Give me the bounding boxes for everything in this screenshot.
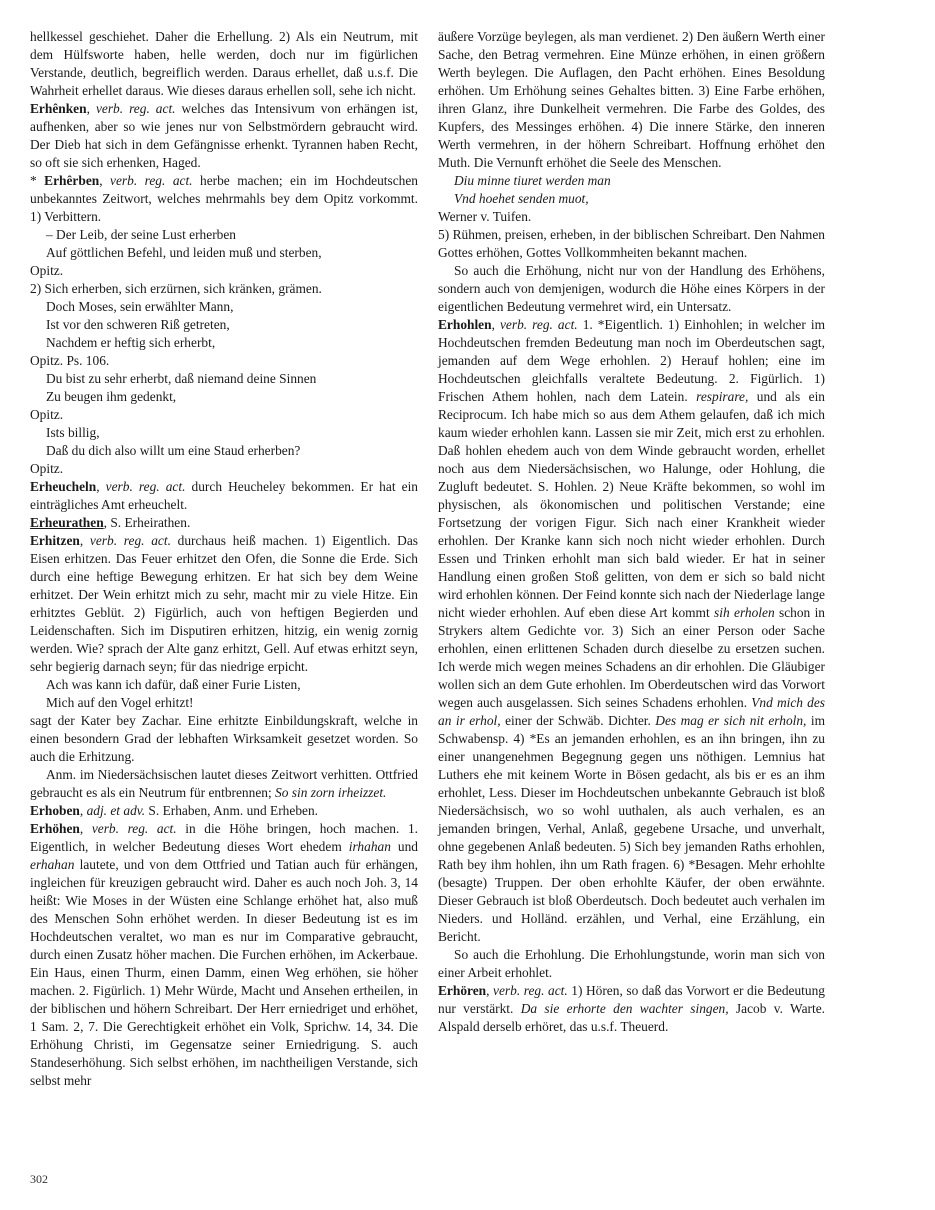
headword: Erhoben xyxy=(30,803,80,818)
page-number: 302 xyxy=(30,1172,48,1186)
verse-line: Ists billig, xyxy=(46,425,100,440)
headword: Erhohlen xyxy=(438,317,492,332)
grammar-label: verb. reg. act. xyxy=(105,479,186,494)
definition: einer der Schwäb. Dichter. xyxy=(500,713,656,728)
annotation-quote: So sin zorn irheizzet. xyxy=(275,785,387,800)
obsolete-marker: * xyxy=(30,173,45,188)
right-column xyxy=(438,28,825,1036)
latin-term: respirare, xyxy=(696,389,749,404)
verse-line: Ist vor den schweren Riß getreten, xyxy=(46,317,230,332)
verse-quote xyxy=(46,370,418,406)
definition: welches das Intensivum von erhängen ist, aufhenken, aber so wie jenes nur von Selbstmördern gebraucht wird. Der Dieb hat sich in dem Gefängnisse erhenkt. Tyrannen haben Recht, so oft sie sich erhenken, Haged. xyxy=(30,101,418,170)
verse-line: Ach was kann ich dafür, daß einer Furie Listen, xyxy=(46,677,301,692)
headword: Erheucheln xyxy=(30,479,97,494)
verse-quote xyxy=(46,298,418,352)
grammar-label: verb. reg. act. xyxy=(89,533,171,548)
left-column xyxy=(30,28,418,1090)
definition: durchaus heiß machen. 1) Eigentlich. Das Eisen erhitzen. Das Feuer erhitzet den Ofen, die Sonne die Erde. Sich durch eine heftige Bewegung erhitzen. Er hat sich bey dem Weine erhitzet. Der Wein erhitzt mich zu sehr, macht mir zu viele Hitze. Ein erhitztes Geblüt. 2) Figürlich, auch von heftigen Begierden und Leidenschaften. Sich im Disputiren erhitzen, hitzig, ein wenig zornig werden. Wie? sprach der Alte ganz erhitzt, Gell. Auf etwas erhitzt seyn, sehr begierig darnach seyn; für das niedrige erpicht. xyxy=(30,533,418,674)
sense-paragraph: 2) Sich erherben, sich erzürnen, sich kränken, grämen. xyxy=(30,281,322,296)
definition: Jacob v. Warte. Alspald derselb erhöret, das u.s.f. Theuerd. xyxy=(438,1001,825,1034)
definition: und xyxy=(390,839,418,854)
old-quote: Da sie erhorte den wachter singen, xyxy=(520,1001,729,1016)
verse-line: Du bist zu sehr erherbt, daß niemand deine Sinnen xyxy=(46,371,317,386)
definition: S. Erhaben, Anm. und Erheben. xyxy=(145,803,319,818)
derivative-paragraph: So auch die Erhöhung, nicht nur von der Handlung des Erhöhens, sondern auch von demjenigen, wodurch die Höhe eines Körpers in der eigentlichen Bedeutung vermehret wird, ein Untersatz. xyxy=(438,263,825,314)
entry-erhohlen: Erhohlen, verb. reg. act. 1. *Eigentlich. 1) Einhohlen; in welcher im Hochdeutschen fremden Bedeutung man noch im Oberdeutschen sagt, jemanden auf dem Wege erhohlen. 2) Herauf hohlen; eine im Hochdeutschen gleichfalls veraltete Bedeutung. 2. Figürlich. 1) Frischen Athem hohlen, nach dem Latein. respirare, und als ein Reciprocum. Ich habe mich so aus dem Athem gelaufen, daß ich mich kaum wieder erhohlen kann. Lassen sie mir Zeit, mich erst zu erhohlen. Daß hohlen ehedem auch von dem Winde gebraucht worden, erhellet noch aus dem Niedersächsischen, wo Halunge, oder Hohlung, die Zugluft bedeutet. S. Hohlen. 2) Neue Kräfte bekommen, so wohl im physischen, als ökonomischen und politischen Verstande; eine Fortsetzung der vorigen Figur. Sich nach einer Krankheit wieder erhohlen. Der Kranke kann sich noch nicht wieder erhohlen. Durch Essen und Trinken erhohlt man sich bald wieder. Er hat in seiner Handlung einen großen Stoß gelitten, von dem er sich so bald nicht wird erhohlen können. Der Feind konnte sich nach der Niederlage lange nicht wieder erhohlen. Auf eben diese Art kommt sih erholen schon in Strykers altem Gedichte vor. 3) Sich an einer Person oder Sache erhohlen, einen erlittenen Schaden durch dieselbe zu ersetzen suchen. Ich werde mich wegen meines Schadens an dir erhohlen. Die Gläubiger wollen sich an dem Gute erhohlen. Im Oberdeutschen wird das Vorwort wegen auch ausgelassen. Sich seines Schadens erhohlen. Vnd mich des an ir erhol, einer der Schwäb. Dichter. Des mag er sich nit erholn, im Schwabensp. 4) *Es an jemanden erhohlen, es an ihn bringen, ihn zu einer unangenehmen Begegnung gegen uns nöthigen. Lemnius hat Luthers ehe mit keinem Worte in Bösen gedacht, als bis er es an ihm erhohlet, Less. Dieser im Hochdeutschen unbekannte Gebrauch ist bloß Niedersächsisch, wo so wohl uuthalen, als auch verhalen, es an jemanden bringen, Verhal, Anlaß, gegebene Ursache, und unverhalt, ohne gegebenen Anlaß bedeuten. 5) Sich bey jemanden Raths erhohlen, Rath bey ihm hohlen, ihn um Rath fragen. 6) *Besagen. Mehr erhohlte (besagte) Truppen. Der oben erhohlte Käufer, der oben erwähnte. Dieser Gebrauch ist bloß Oberdeutsch. Doch bedeutet auch verhalen im Nieders. und Holländ. erzählen, und Verhal, eine Erzählung, ein Bericht. xyxy=(438,317,826,944)
headword: Erhitzen xyxy=(30,533,80,548)
old-quote: Vnd mich des an ir erhol, xyxy=(438,695,825,728)
headword: Erhênken xyxy=(30,101,87,116)
grammar-label: verb. reg. act. xyxy=(95,101,176,116)
old-form: irhahan xyxy=(348,839,391,854)
entry-erhitzen: Erhitzen, verb. reg. act. durchaus heiß machen. 1) Eigentlich. Das Eisen erhitzen. Das Feuer erhitzet den Ofen, die Sonne die Erde. Sich durch eine heftige Bewegung erhitzen. Er hat sich bey dem Weine erhitzet. Der Wein erhitzt mich zu sehr, macht mir zu viele Hitze. Ein erhitztes Geblüt. 2) Figürlich, auch von heftigen Begierden und Leidenschaften. Sich im Disputiren erhitzen, hitzig, ein wenig zornig werden. Wie? sprach der Alte ganz erhitzt, Gell. Auf etwas erhitzt seyn, sehr begierig darnach seyn; für das niedrige erpicht. xyxy=(30,533,418,674)
verse-quote xyxy=(454,172,825,208)
quote-source: Opitz. xyxy=(30,407,64,422)
entry-erhoehen-cont: äußere Vorzüge beylegen, als man verdienet. 2) Den äußern Werth einer Sache, den Betrag vermehren. Eine Münze erhöhen, in einen größern Werth beylegen. Die Auflagen, den Pacht erhöhen. Eines Besoldung erhöhen. Um Erhöhung seines Gehaltes bitten. 3) Eine Farbe erhöhen, ihren Glanz, ihre Dunkelheit vermehren. Die Farbe des Goldes, des Kupfers, des Messinges erhöhen. 4) Die innere Stärke, den inneren Werth vermehren, in der höhern Schreibart. Hoffnung erhöhet den Muth. Die Vernunft erhöhet die Seele des Menschen. xyxy=(438,29,825,170)
verse-line: Zu beugen ihm gedenkt, xyxy=(46,389,177,404)
definition: 1. *Eigentlich. 1) Einhohlen; in welcher im Hochdeutschen fremden Bedeutung man noch im Oberdeutschen sagt, jemanden auf dem Wege erhohlen. 2) Herauf hohlen; eine im Hochdeutschen gleichfalls veraltete Bedeutung. 2. Figürlich. 1) Frischen Athem hohlen, nach dem Latein. xyxy=(438,317,825,404)
verse-line: Diu minne tiuret werden man xyxy=(454,173,611,188)
sense-paragraph: 5) Rühmen, preisen, erheben, in der biblischen Schreibart. Den Nahmen Gottes erhöhen, Gottes Vollkommheiten bekannt machen. xyxy=(438,227,825,260)
entry-erhenken: Erhênken, verb. reg. act. welches das Intensivum von erhängen ist, aufhenken, aber so wie jenes nur von Selbstmördern gebraucht wird. Der Dieb hat sich in dem Gefängnisse erhenkt. Tyrannen haben Recht, so oft sie sich erhenken, Haged. xyxy=(30,101,418,170)
verse-line: – Der Leib, der seine Lust erherben xyxy=(46,227,236,242)
grammar-label: verb. reg. act. xyxy=(499,317,578,332)
definition: im Schwabensp. 4) *Es an jemanden erhohlen, es an ihn bringen, ihn zu einer unangenehmen Begegnung gegen uns nöthigen. Lemnius hat Luthers ehe mit keinem Worte in Bösen gedacht, als bis er es an ihm erhohlet, Less. Dieser im Hochdeutschen unbekannte Gebrauch ist bloß Niedersächsisch, wo so wohl uuthalen, als auch verhalen, es an jemanden bringen, Verhal, Anlaß, gegebene Ursache, und unverhalt, ohne gegebenen Anlaß bedeuten. 5) Sich bey jemanden Raths erhohlen, Rath bey ihm hohlen, ihn um Rath fragen. 6) *Besagen. Mehr erhohlte (besagte) Truppen. Der oben erhohlte Käufer, der oben erwähnte. Dieser Gebrauch ist bloß Oberdeutsch. Doch bedeutet auch verhalen im Nieders. und Holländ. erzählen, und Verhal, eine Erzählung, ein Bericht. xyxy=(438,713,826,944)
verse-quote xyxy=(46,226,418,262)
verse-quote xyxy=(46,676,418,712)
grammar-label: verb. reg. act. xyxy=(110,173,193,188)
definition: durch Heucheley bekommen. Er hat ein einträgliches Amt erheuchelt. xyxy=(30,479,418,512)
verse-line: Mich auf den Vogel erhitzt! xyxy=(46,695,194,710)
entry-erhoeren: Erhören, verb. reg. act. 1) Hören, so daß das Vorwort er die Bedeutung nur verstärkt. Da sie erhorte den wachter singen, Jacob v. Warte. Alspald derselb erhöret, das u.s.f. Theuerd. xyxy=(438,983,825,1034)
verse-line: Vnd hoehet senden muot, xyxy=(454,191,589,206)
old-form: sih erholen xyxy=(714,605,775,620)
definition: und als ein Reciprocum. Ich habe mich so aus dem Athem gelaufen, daß ich mich kaum wieder erhohlen kann. Lassen sie mir Zeit, mich erst zu erhohlen. Daß hohlen ehedem auch von dem Winde gebraucht worden, erhellet noch aus dem Niedersächsischen, wo Halunge, oder Hohlung, die Zugluft bedeutet. S. Hohlen. 2) Neue Kräfte bekommen, so wohl im physischen, als ökonomischen und politischen Verstande; eine Fortsetzung der vorigen Figur. Sich nach einer Krankheit wieder erhohlen. Der Kranke kann sich noch nicht wieder erhohlen. Durch Essen und Trinken erhohlt man sich bald wieder. Er hat in seiner Handlung einen großen Stoß gelitten, von dem er sich so bald nicht wird erhohlen können. Der Feind konnte sich nach der Niederlage lange nicht wieder erhohlen. Auf eben diese Art kommt xyxy=(438,389,825,620)
definition: schon in Strykers altem Gedichte vor. 3) Sich an einer Person oder Sache erhohlen, einen erlittenen Schaden durch dieselbe zu ersetzen suchen. Ich werde mich wegen meines Schadens an dir erhohlen. Die Gläubiger wollen sich an dem Gute erhohlen. Im Oberdeutschen wird das Vorwort wegen auch ausgelassen. Sich seines Schadens erhohlen. xyxy=(438,605,826,710)
quote-source: Werner v. Tuifen. xyxy=(438,209,532,224)
annotation-paragraph xyxy=(30,766,418,802)
quote-source: Opitz. xyxy=(30,461,64,476)
definition: 1) Hören, so daß das Vorwort er die Bedeutung nur verstärkt. xyxy=(438,983,825,1016)
definition: herbe machen; ein im Hochdeutschen unbekanntes Zeitwort, welches mehrmahls bey dem Opitz vorkommt. 1) Verbittern. xyxy=(30,173,419,224)
verse-line: Nachdem er heftig sich erherbt, xyxy=(46,335,216,350)
grammar-label: verb. reg. act. xyxy=(493,983,568,998)
verse-line: Daß du dich also willt um eine Staud erherben? xyxy=(46,443,301,458)
derivative-paragraph: So auch die Erhohlung. Die Erhohlungstunde, worin man sich von einer Arbeit erhohlet. xyxy=(438,947,825,980)
entry-erheurathen xyxy=(30,514,418,532)
definition: lautete, und von dem Ottfried und Tatian auch für erhängen, ingleichen für kreuzigen gebraucht wird. Daher es auch noch Joh. 3, 14 heißt: Wie Moses in der Wüsten eine Schlange erhöhet hat, also muß des Menschen Sohn erhöhet werden. In dieser Bedeutung ist es im Hochdeutschen veraltet, wo man es nur im Comparative gebraucht, durch einen Zusatz höher machen. Die Furchen erhöhen, im Ackerbaue. Ein Haus, einen Thurm, einen Damm, einen Weg erhöhen, sie höher machen. 2. Figürlich. 1) Mehr Würde, Macht und Ansehen ertheilen, in der biblischen und höhern Schreibart. Der Herr erniedriget und erhöhet, 1 Sam. 2, 7. Die Gerechtigkeit erhöhet ein Volk, Sprichw. 14, 34. Die Erhöhung Christi, im Gegensatze seiner Erniedrigung. S. auch Standeserhöhung. Sich selbst erhöhen, im nachtheiligen Verstande, sich selbst mehr xyxy=(30,857,418,1088)
verse-quote xyxy=(46,424,418,460)
headword: Erhören xyxy=(438,983,487,998)
headword: Erhêrben xyxy=(44,173,100,188)
sense-paragraph: sagt der Kater bey Zachar. Eine erhitzte Einbildungskraft, welche in einen besondern Grad der lebhaften Wirksamkeit gesetzet worden. So auch die Erhitzung. xyxy=(30,713,418,764)
old-form: erhahan xyxy=(30,857,75,872)
definition: , S. Erheirathen. xyxy=(103,515,191,530)
entry-erhellen-cont: hellkessel geschiehet. Daher die Erhellung. 2) Als ein Neutrum, mit dem Hülfsworte haben, helle werden, doch nur im figürlichen Verstande, deutlich, begreiflich werden. Daraus erhellet, daß u.s.f. Die Wahrheit erhellet daraus. Wie dieses daraus erhellen soll, sehe ich nicht. xyxy=(30,29,418,98)
quote-source: Opitz. xyxy=(30,263,64,278)
entry-erhoben: Erhoben, adj. et adv. S. Erhaben, Anm. und Erheben. xyxy=(30,803,319,818)
entry-erheucheln: Erheucheln, verb. reg. act. durch Heucheley bekommen. Er hat ein einträgliches Amt erheuchelt. xyxy=(30,479,418,512)
headword: Erhöhen xyxy=(30,821,80,836)
quote-source: Opitz. Ps. 106. xyxy=(30,353,110,368)
grammar-label: adj. et adv. xyxy=(86,803,146,818)
headword: Erheurathen xyxy=(30,515,104,530)
entry-erherben: * Erhêrben, verb. reg. act. herbe machen; ein im Hochdeutschen unbekanntes Zeitwort, welches mehrmahls bey dem Opitz vorkommt. 1) Verbittern. xyxy=(30,173,419,224)
verse-line: Doch Moses, sein erwählter Mann, xyxy=(46,299,234,314)
grammar-label: verb. reg. act. xyxy=(91,821,177,836)
annotation-text: Anm. im Niedersächsischen lautet dieses Zeitwort verhitten. Ottfried gebraucht es als ein Neutrum für entbrennen; xyxy=(30,767,418,800)
verse-line: Auf göttlichen Befehl, und leiden muß und sterben, xyxy=(46,245,322,260)
definition: in die Höhe bringen, hoch machen. 1. Eigentlich, in welcher Bedeutung dieses Wort ehedem xyxy=(30,821,418,854)
old-quote: Des mag er sich nit erholn, xyxy=(655,713,807,728)
entry-erhoehen: Erhöhen, verb. reg. act. in die Höhe bringen, hoch machen. 1. Eigentlich, in welcher Bedeutung dieses Wort ehedem irhahan und erhahan lautete, und von dem Ottfried und Tatian auch für erhängen, ingleichen für kreuzigen gebraucht wird. Daher es auch noch Joh. 3, 14 heißt: Wie Moses in der Wüsten eine Schlange erhöhet hat, also muß des Menschen Sohn erhöhet werden. In dieser Bedeutung ist es im Hochdeutschen veraltet, wo man es nur im Comparative gebraucht, durch einen Zusatz höher machen. Die Furchen erhöhen, im Ackerbaue. Ein Haus, einen Thurm, einen Damm, einen Weg erhöhen, sie höher machen. 2. Figürlich. 1) Mehr Würde, Macht und Ansehen ertheilen, in der biblischen und höhern Schreibart. Der Herr erniedriget und erhöhet, 1 Sam. 2, 7. Die Gerechtigkeit erhöhet ein Volk, Sprichw. 14, 34. Die Erhöhung Christi, im Gegensatze seiner Erniedrigung. S. auch Standeserhöhung. Sich selbst erhöhen, im nachtheiligen Verstande, sich selbst mehr xyxy=(30,821,418,1088)
